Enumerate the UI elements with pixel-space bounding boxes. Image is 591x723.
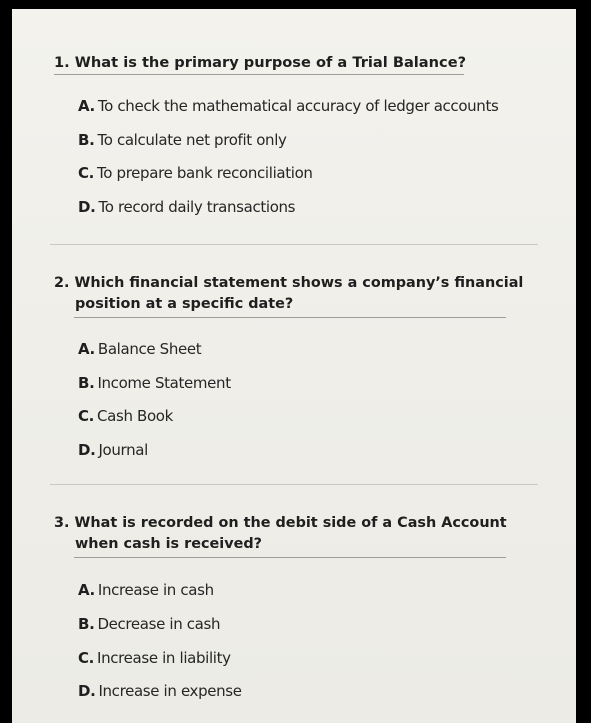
option-letter: D. [78,441,96,459]
question-3-text-line1: What is recorded on the debit side of a Cash Account [74,515,507,531]
option-letter: D. [78,198,96,216]
question-1-option-b[interactable] [78,130,287,150]
question-1-option-c[interactable] [78,163,313,183]
option-letter: A. [78,340,95,358]
question-2-title [54,273,523,315]
question-3-option-b[interactable] [78,614,220,634]
option-letter: C. [78,407,95,425]
option-text: To record daily transactions [98,198,296,216]
question-2-option-b[interactable] [78,373,231,393]
question-2-text-line1: Which financial statement shows a company’s financial [74,275,524,291]
question-3-title [54,513,507,555]
option-text: Income Statement [97,374,231,392]
question-2-option-d[interactable] [78,440,148,460]
question-1-number: 1. [54,54,70,71]
option-text: Increase in expense [98,682,242,700]
question-3-option-c[interactable] [78,648,231,668]
option-letter: B. [78,615,95,633]
option-text: Cash Book [97,407,173,425]
option-text: To calculate net profit only [97,131,287,149]
question-1-text: What is the primary purpose of a Trial Balance? [74,54,467,71]
option-text: Decrease in cash [97,615,221,633]
question-2-text-line2: position at a specific date? [75,296,294,312]
question-1-underline [54,74,464,75]
option-letter: A. [78,97,95,115]
option-text: Increase in cash [97,581,214,599]
question-3-underline [74,557,506,558]
option-text: Balance Sheet [97,340,202,358]
section-divider-2 [50,484,538,485]
option-letter: A. [78,581,95,599]
question-2-underline [74,317,506,318]
question-3-text-line2: when cash is received? [75,536,262,552]
question-3-number: 3. [54,515,70,531]
option-text: To prepare bank reconciliation [97,164,313,182]
option-letter: C. [78,649,95,667]
option-letter: B. [78,131,95,149]
option-text: Journal [98,441,148,459]
option-letter: C. [78,164,95,182]
question-3-option-a[interactable] [78,580,214,600]
question-2-option-c[interactable] [78,406,173,426]
option-letter: B. [78,374,95,392]
section-divider-1 [50,244,538,245]
quiz-sheet [12,9,576,723]
option-text: To check the mathematical accuracy of ledger accounts [97,97,499,115]
option-letter: D. [78,682,96,700]
question-1-option-d[interactable] [78,197,295,217]
question-2-number: 2. [54,275,70,291]
question-1-option-a[interactable] [78,96,498,116]
question-2-option-a[interactable] [78,339,201,359]
option-text: Increase in liability [97,649,231,667]
question-3-option-d[interactable] [78,681,242,701]
question-1-title [54,52,466,73]
